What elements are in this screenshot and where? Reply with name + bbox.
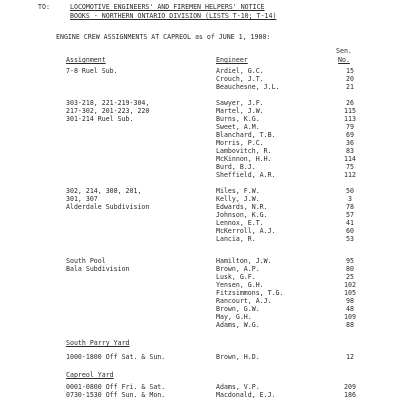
- engineer-name: Ardiel, G.C.: [216, 67, 264, 75]
- table-row: [0, 100, 400, 108]
- table-row: [0, 298, 400, 306]
- table-row: [0, 140, 400, 148]
- seniority-number: 60: [346, 227, 354, 235]
- engineer-name: Crouch, J.T.: [216, 75, 264, 83]
- table-row: [0, 124, 400, 132]
- seniority-number: 109: [344, 313, 356, 321]
- seniority-number: 57: [346, 211, 354, 219]
- table-row: [0, 76, 400, 84]
- seniority-number: 48: [346, 305, 354, 313]
- engineer-name: Morris, P.C.: [216, 139, 264, 147]
- table-row: [0, 274, 400, 282]
- seniority-number: 3: [348, 195, 352, 203]
- seniority-number: 209: [344, 383, 356, 391]
- seniority-number: 50: [346, 187, 354, 195]
- engineer-name: Blanchard, T.B.: [216, 131, 276, 139]
- engineer-name: May, G.H.: [216, 313, 252, 321]
- engineer-name: Sweet, A.M.: [216, 123, 260, 131]
- engineer-name: Lusk, G.F.: [216, 273, 256, 281]
- seniority-number: 113: [344, 115, 356, 123]
- engineer-column-header: Engineer: [216, 56, 248, 64]
- engineer-name: Kelly, J.W.: [216, 195, 260, 203]
- table-row: [0, 188, 400, 196]
- section-heading: Capreol Yard: [66, 371, 114, 379]
- group-label: 301, 307: [66, 195, 98, 203]
- seniority-number: 102: [344, 281, 356, 289]
- table-row: [0, 384, 400, 392]
- engineer-name: Brown, H.D.: [216, 353, 260, 361]
- table-row: [0, 132, 400, 140]
- seniority-number: 36: [346, 139, 354, 147]
- engineer-name: Brown, G.W.: [216, 305, 260, 313]
- table-row: [0, 196, 400, 204]
- engineer-name: Adams, W.G.: [216, 321, 260, 329]
- engineer-name: McKinnon, H.H.: [216, 155, 272, 163]
- engineer-name: Johnson, K.G.: [216, 211, 268, 219]
- seniority-number: 80: [346, 265, 354, 273]
- assignment-text: 0001-0800 Off Fri. & Sat.: [66, 383, 166, 391]
- engineer-name: Edwards, N.R.: [216, 203, 268, 211]
- table-row: [0, 236, 400, 244]
- engineer-name: Rancourt, A.J.: [216, 297, 272, 305]
- engineer-name: Sawyer, J.F.: [216, 99, 264, 107]
- engineer-name: Yensen, G.H.: [216, 281, 264, 289]
- table-row: [0, 290, 400, 298]
- group-label: 7-8 Ruel Sub.: [66, 67, 118, 75]
- table-row: [0, 204, 400, 212]
- table-row: [0, 282, 400, 290]
- group-label: 303-218, 221-219-304,: [66, 99, 150, 107]
- table-row: [0, 84, 400, 92]
- engineer-name: Burns, K.G.: [216, 115, 260, 123]
- notice-title: ENGINE CREW ASSIGNMENTS AT CAPREOL as of JUNE 1, 1980:: [56, 33, 271, 41]
- sen-header-line2: No.: [338, 56, 350, 64]
- seniority-number: 25: [346, 273, 354, 281]
- table-row: [0, 392, 400, 400]
- seniority-number: 115: [344, 107, 356, 115]
- table-row: [0, 68, 400, 76]
- engineer-name: Lennox, E.T.: [216, 219, 264, 227]
- seniority-number: 69: [346, 131, 354, 139]
- seniority-number: 114: [344, 155, 356, 163]
- group-label: 302, 214, 308, 201,: [66, 187, 142, 195]
- seniority-number: 15: [346, 67, 354, 75]
- table-row: [0, 156, 400, 164]
- header-line-1: LOCOMOTIVE ENGINEERS' AND FIREMEN HELPERS' NOTICE: [70, 3, 265, 11]
- engineer-name: Miles, F.W.: [216, 187, 260, 195]
- engineer-name: Adams, V.P.: [216, 383, 260, 391]
- seniority-number: 53: [346, 235, 354, 243]
- seniority-number: 95: [346, 257, 354, 265]
- group-label: Alderdale Subdivision: [66, 203, 150, 211]
- engineer-name: Burd, B.J.: [216, 163, 256, 171]
- header-line-2: BOOKS - NORTHERN ONTARIO DIVISION (LISTS T-10; T-14): [70, 12, 277, 20]
- engineer-name: Martel, J.W.: [216, 107, 264, 115]
- engineer-name: Macdonald, E.J.: [216, 391, 276, 399]
- section-heading: South Parry Yard: [66, 339, 130, 347]
- seniority-number: 41: [346, 219, 354, 227]
- to-label: TO:: [38, 3, 50, 11]
- seniority-number: 79: [346, 123, 354, 131]
- seniority-number: 105: [344, 289, 356, 297]
- engineer-name: Beauchesne, J.L.: [216, 83, 280, 91]
- table-row: [0, 354, 400, 362]
- group-label: 217-302, 201-223, 220: [66, 107, 150, 115]
- engineer-name: Sheffield, A.R.: [216, 171, 276, 179]
- seniority-number: 78: [346, 203, 354, 211]
- table-row: [0, 148, 400, 156]
- engineer-name: Hamilton, J.W.: [216, 257, 272, 265]
- table-row: [0, 314, 400, 322]
- seniority-number: 83: [346, 147, 354, 155]
- table-row: [0, 116, 400, 124]
- table-row: [0, 266, 400, 274]
- group-label: South Pool: [66, 257, 106, 265]
- group-label: 301-214 Ruel Sub.: [66, 115, 134, 123]
- engineer-name: Lancia, R.: [216, 235, 256, 243]
- table-row: [0, 220, 400, 228]
- seniority-number: 112: [344, 171, 356, 179]
- table-row: [0, 164, 400, 172]
- assignment-column-header: Assignment: [66, 56, 106, 64]
- engineer-name: Brown, A.P.: [216, 265, 260, 273]
- table-row: [0, 212, 400, 220]
- seniority-number: 75: [346, 163, 354, 171]
- seniority-number: 20: [346, 75, 354, 83]
- table-row: [0, 108, 400, 116]
- table-row: [0, 228, 400, 236]
- seniority-number: 186: [344, 391, 356, 399]
- table-row: [0, 322, 400, 330]
- assignment-text: 1000-1800 Off Sat. & Sun.: [66, 353, 166, 361]
- sen-header-line1: Sen.: [336, 47, 352, 55]
- seniority-number: 88: [346, 321, 354, 329]
- table-row: [0, 258, 400, 266]
- table-row: [0, 172, 400, 180]
- table-row: [0, 306, 400, 314]
- engineer-name: McKerroll, A.J.: [216, 227, 276, 235]
- seniority-number: 21: [346, 83, 354, 91]
- engineer-name: Lambovitch, R.: [216, 147, 272, 155]
- seniority-number: 12: [346, 353, 354, 361]
- group-label: Bala Subdivision: [66, 265, 130, 273]
- engineer-name: Fitzsimmons, T.G.: [216, 289, 284, 297]
- seniority-number: 98: [346, 297, 354, 305]
- assignment-text: 0730-1530 Off Sun. & Mon.: [66, 391, 166, 399]
- seniority-number: 26: [346, 99, 354, 107]
